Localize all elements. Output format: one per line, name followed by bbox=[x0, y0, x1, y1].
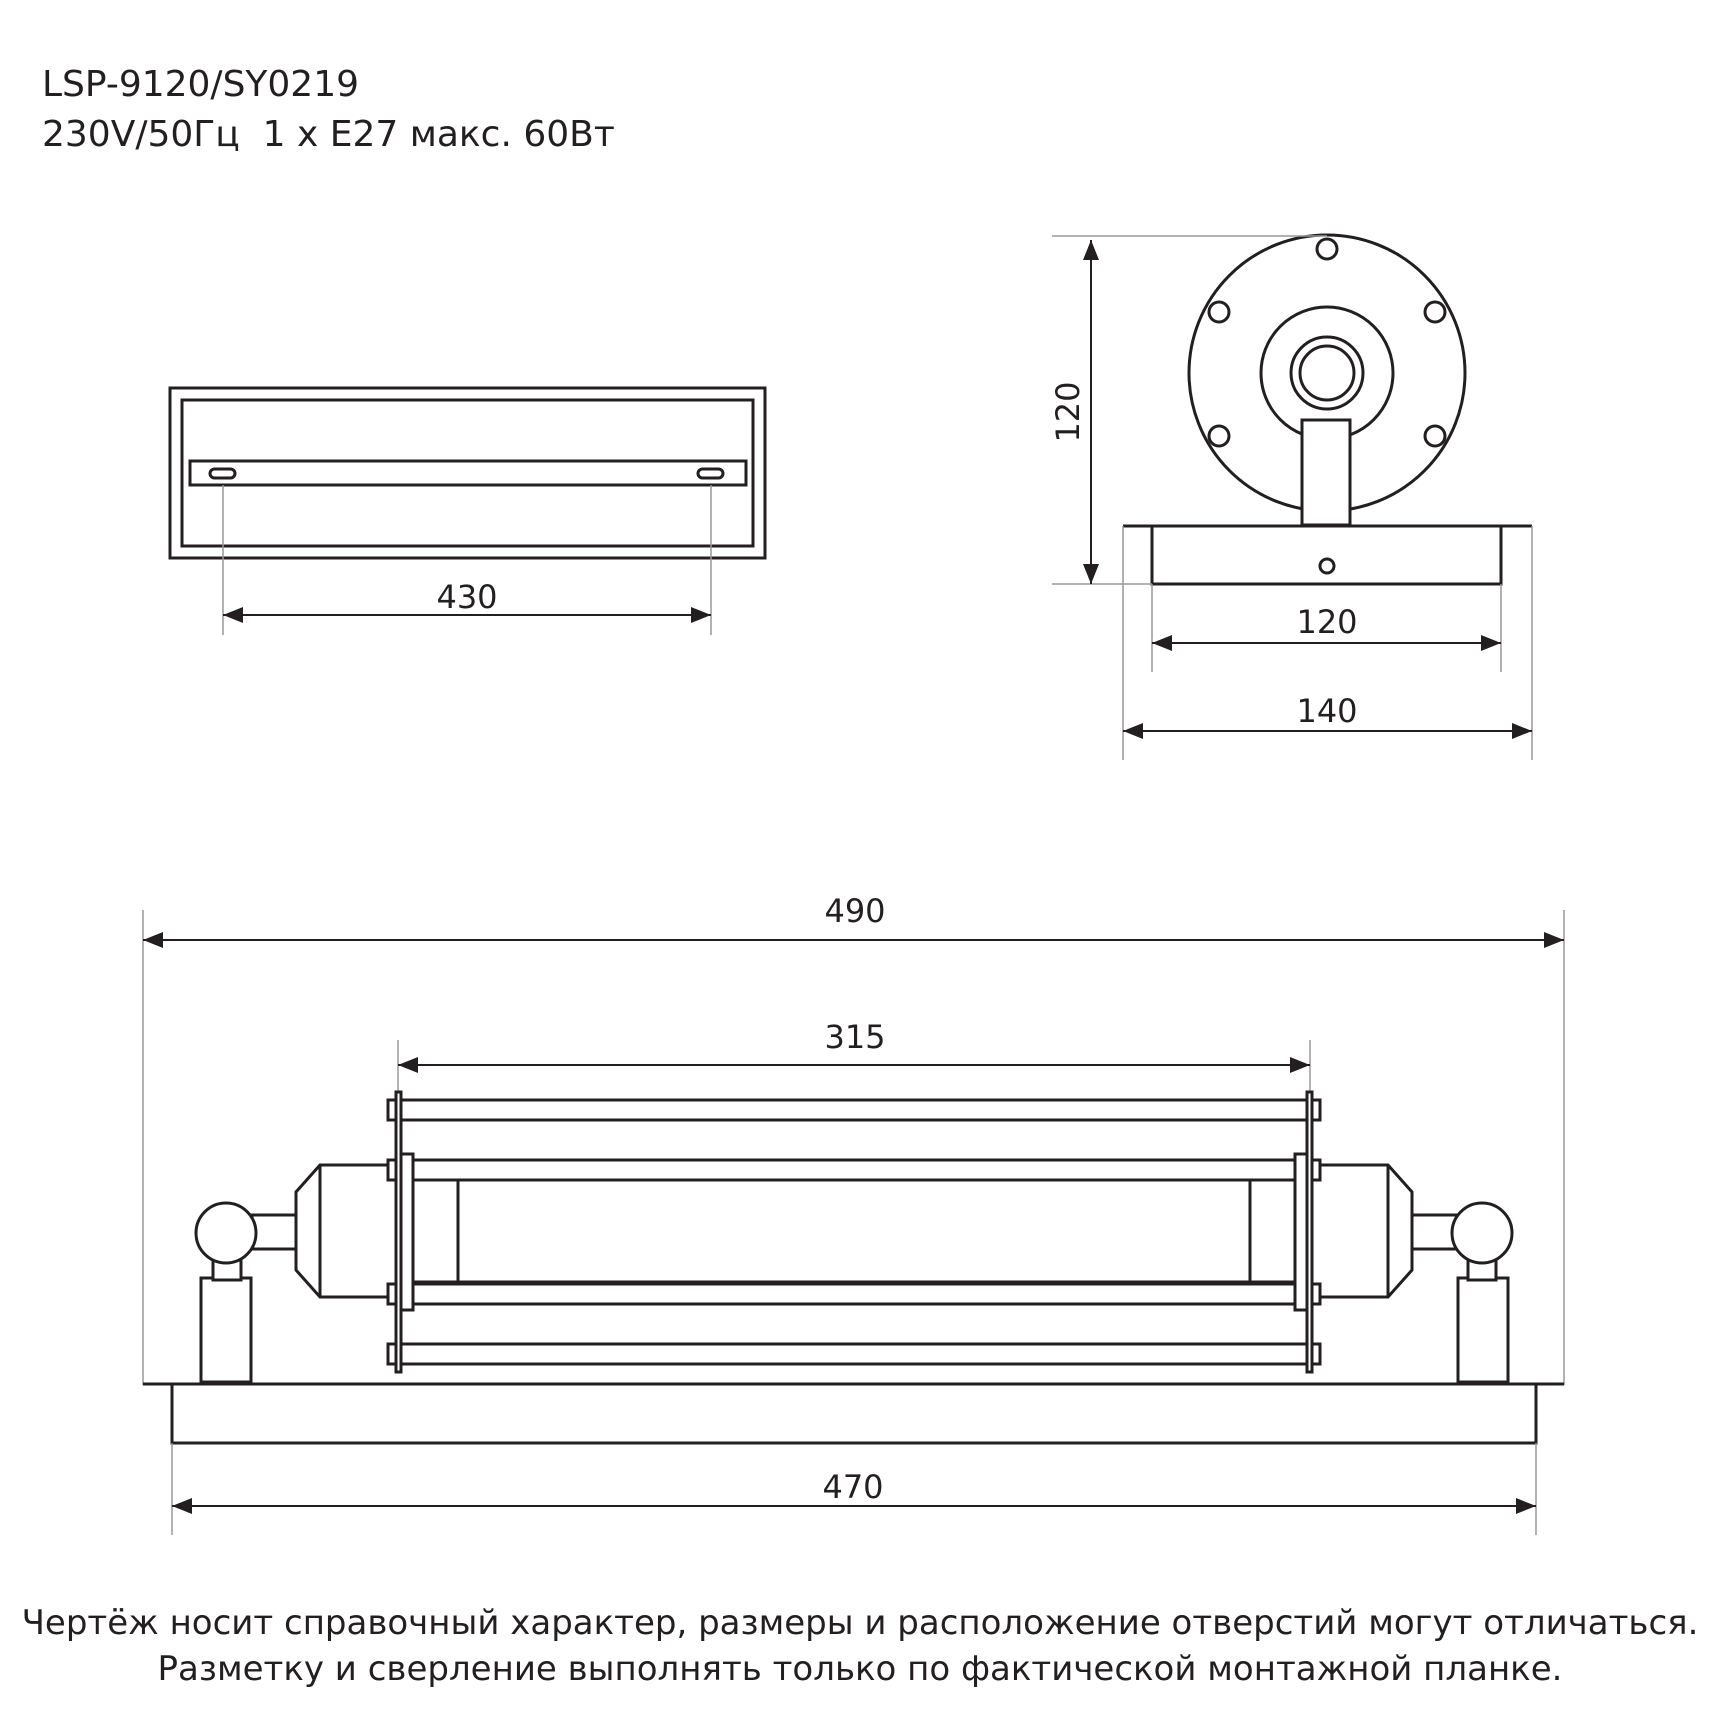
cage-end-ring-right bbox=[1295, 1154, 1307, 1310]
mounting-bar bbox=[190, 461, 746, 485]
dim-label-490: 490 bbox=[824, 892, 886, 930]
base-screw-hole bbox=[1320, 559, 1334, 573]
dim-arrow-470-left bbox=[172, 1498, 192, 1514]
cage-end-ring-left bbox=[401, 1154, 413, 1310]
dim-label-height-120: 120 bbox=[1049, 381, 1087, 443]
dim-arrow-490-right bbox=[1544, 932, 1564, 948]
right-end-cap bbox=[1308, 1165, 1412, 1297]
bolt-hole bbox=[1209, 302, 1229, 322]
dim-label-base-120: 120 bbox=[1296, 603, 1358, 641]
side-view-stem bbox=[1302, 420, 1350, 525]
dim-arrow-plate-left bbox=[1123, 723, 1143, 739]
disclaimer-line-1: Чертёж носит справочный характер, размеры и расположение отверстий могут отличаться. bbox=[21, 1603, 1699, 1643]
left-end-cap bbox=[296, 1165, 400, 1297]
dim-arrow-430-right bbox=[691, 607, 711, 623]
dim-arrow-base-left bbox=[1152, 635, 1172, 651]
cage-rod bbox=[388, 1284, 1320, 1304]
bolt-hole bbox=[1425, 426, 1445, 446]
right-post bbox=[1458, 1278, 1508, 1382]
glass-tube bbox=[400, 1180, 1308, 1282]
dim-arrow-470-right bbox=[1516, 1498, 1536, 1514]
dim-arrow-height-top bbox=[1083, 240, 1099, 260]
dim-label-470: 470 bbox=[822, 1468, 884, 1506]
top-view bbox=[170, 388, 765, 635]
side-view-base bbox=[1152, 526, 1501, 584]
dim-arrow-490-left bbox=[143, 932, 163, 948]
pivot-ball bbox=[1300, 346, 1354, 400]
model-number: LSP-9120/SY0219 bbox=[42, 64, 360, 105]
right-joint-ball bbox=[1452, 1203, 1512, 1263]
left-joint-ball bbox=[196, 1203, 256, 1263]
front-view bbox=[143, 892, 1564, 1535]
dim-arrow-315-left bbox=[398, 1057, 418, 1073]
bolt-hole bbox=[1317, 239, 1337, 259]
right-arm bbox=[1412, 1215, 1457, 1249]
dim-arrow-base-right bbox=[1481, 635, 1501, 651]
dim-label-430: 430 bbox=[436, 578, 498, 616]
disclaimer-line-2: Разметку и сверление выполнять только по фактической монтажной планке. bbox=[157, 1649, 1563, 1689]
disclaimer bbox=[0, 1600, 1720, 1692]
electrical-specs: 230V/50Гц 1 x E27 макс. 60Вт bbox=[42, 114, 615, 155]
cage-rod bbox=[388, 1160, 1320, 1180]
cage-rod bbox=[388, 1344, 1320, 1364]
left-arm bbox=[252, 1215, 297, 1249]
dim-arrow-430-left bbox=[223, 607, 243, 623]
front-view-base bbox=[172, 1384, 1536, 1443]
left-post bbox=[201, 1278, 251, 1382]
dim-arrow-plate-right bbox=[1512, 723, 1532, 739]
socket-ring-inner bbox=[1291, 337, 1363, 409]
bolt-hole bbox=[1209, 426, 1229, 446]
dim-arrow-315-right bbox=[1290, 1057, 1310, 1073]
bolt-hole bbox=[1425, 302, 1445, 322]
side-view bbox=[1049, 235, 1532, 760]
dim-label-plate-140: 140 bbox=[1296, 692, 1358, 730]
dim-arrow-height-bottom bbox=[1083, 564, 1099, 584]
dim-label-315: 315 bbox=[824, 1018, 886, 1056]
cage-rod bbox=[388, 1100, 1320, 1120]
